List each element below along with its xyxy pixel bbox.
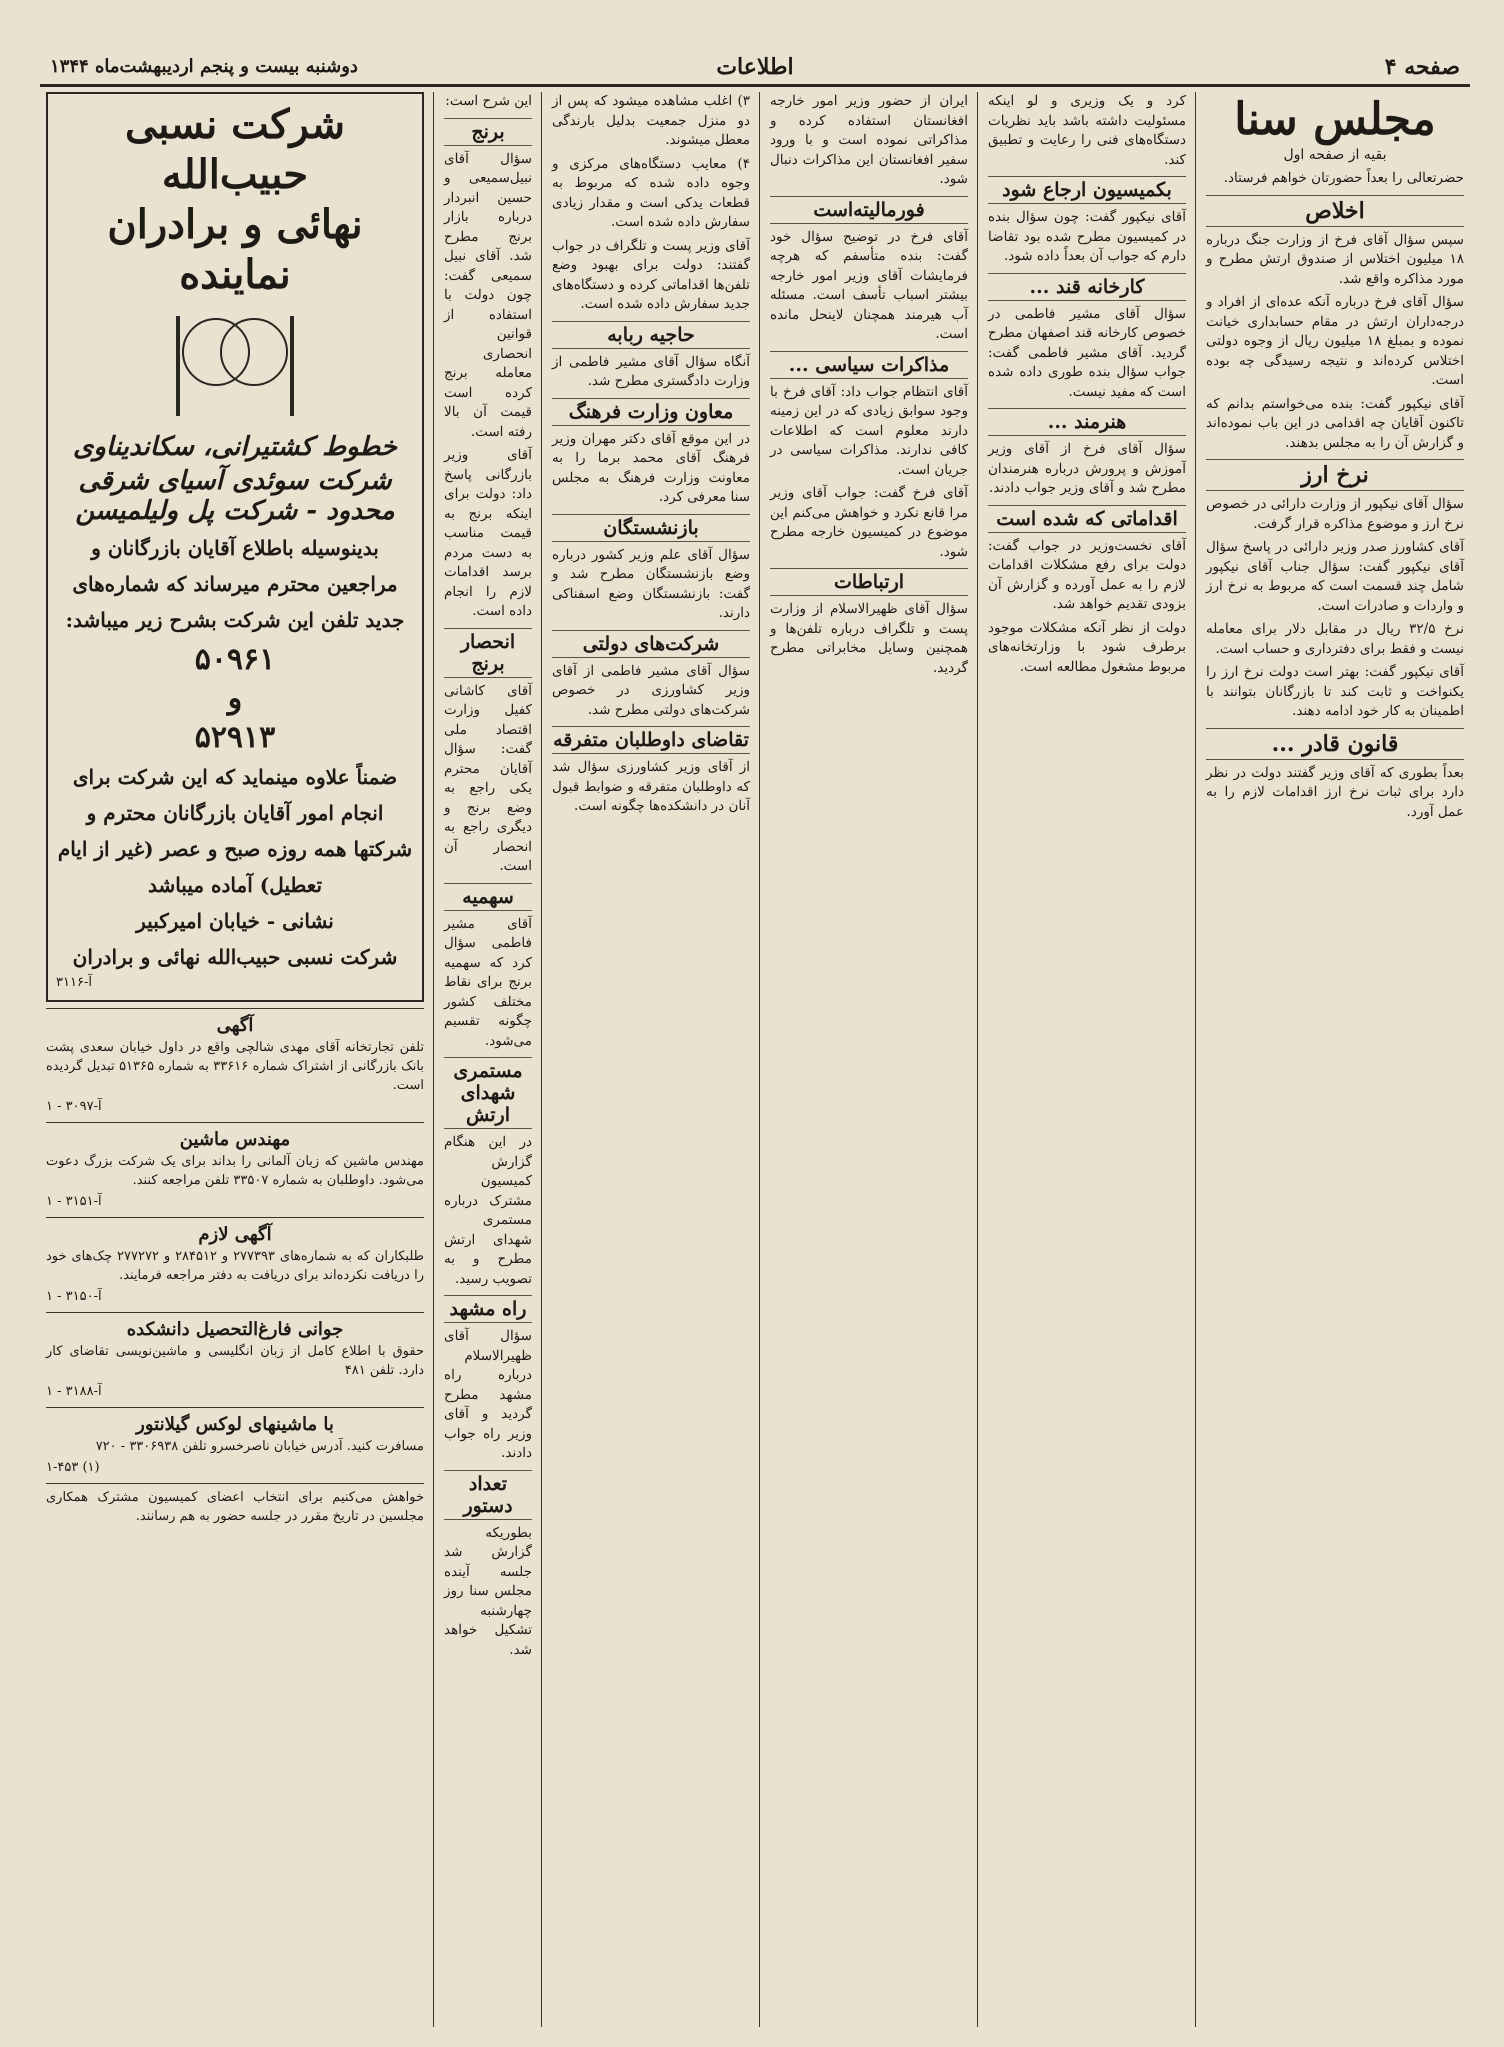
ad-script-line1: خطوط کشتیرانی، سکاندیناوی — [73, 432, 397, 462]
paragraph: سؤال آقای نبیل‌سمیعی و حسین انبردار درباره بازار برنج مطرح شد. آقای نبیل سمیعی گفت: چون دولت با استفاده از قوانین انحصاری معامله برنج کرده است قیمت آن بالا رفته است. — [444, 150, 532, 440]
conjunction: و — [227, 681, 243, 716]
section-heading: حاجیه ربابه — [552, 321, 750, 349]
column-divider — [1195, 92, 1196, 2027]
column-ads — [40, 92, 430, 2027]
paragraph: ۳) اغلب مشاهده میشود که پس از دو منزل جمعیت بدلیل بارندگی معطل میشوند. — [552, 93, 750, 148]
section-heading: تعداد دستور — [444, 1470, 532, 1520]
paragraph: این شرح است: — [445, 93, 532, 109]
classified-text: مسافرت کنید. آدرس خیابان ناصرخسرو تلفن ۳۳۰۶۹۳۸ - ۷۲۰ — [95, 1439, 424, 1454]
section-heading: اخلاص — [1206, 195, 1464, 227]
paragraph: سؤال آقای ظهیرالاسلام از وزارت پست و تلگراف درباره تلفن‌ها و همچنین وسایل مخابراتی مطرح گردید. — [770, 601, 968, 676]
classified-ad — [46, 1483, 424, 1534]
classified-ad — [46, 1312, 424, 1407]
ad-code: آ-۳۱۱۶ — [56, 975, 92, 990]
paragraph: آقای کشاورز صدر وزیر دارائی در پاسخ سؤال آقای نیکپور گفت: سؤال جناب آقای نیکپور شامل چند قسمت است که مربوط به نرخ ارز و واردات و صادرات است. — [1206, 539, 1464, 614]
section-heading: انحصار برنج — [444, 628, 532, 678]
phone-number: ۵۰۹۶۱ — [194, 642, 276, 677]
classified-ad — [46, 1122, 424, 1217]
paragraph: ۴) معایب دستگاه‌های مرکزی و وجوه داده شده که مربوط به قطعات یدکی است و مقدار زیادی سفارش داده شده است. — [552, 155, 750, 230]
classified-text: مهندس ماشین که زبان آلمانی را بداند برای یک شرکت بزرگ دعوت می‌شود. داوطلبان به شماره ۳۳۵۰۷ تلفن مراجعه کنند. — [46, 1154, 424, 1188]
column-divider — [433, 92, 434, 2027]
section-heading: شرکت‌های دولتی — [552, 630, 750, 658]
paragraph: آقای نخست‌وزیر در جواب گفت: دولت برای رفع مشکلات اقدامات لازم را به عمل آورده و گزارش آن بزودی تقدیم خواهد شد. — [988, 537, 1186, 612]
newspaper-name: اطلاعات — [716, 54, 794, 80]
paragraph: آقای کاشانی کفیل وزارت اقتصاد ملی گفت: سؤال آقایان محترم یکی راجع به وضع برنج و دیگری راجع به انحصار آن است. — [444, 682, 532, 874]
small-ads-grid — [46, 1008, 424, 1534]
paragraph: سؤال آقای مشیر فاطمی از آقای وزیر کشاورزی در خصوص شرکت‌های دولتی مطرح شد. — [552, 662, 750, 718]
section-heading: مذاکرات سیاسی ... — [770, 351, 968, 379]
section-heading: قانون قادر ... — [1206, 728, 1464, 760]
classified-title: جوانی فارغ‌التحصیل دانشکده — [126, 1319, 344, 1340]
ad-hours: ضمناً علاوه مینماید که این شرکت برای انجام امور آقایان بازرگانان محترم و شرکتها همه روزه صبح و عصر (غیر از ایام تعطیل) آماده میباشد — [57, 765, 413, 897]
article-title: مجلس سنا — [1234, 94, 1436, 145]
page-header — [40, 50, 1470, 87]
classified-ad — [46, 1008, 424, 1122]
flag-icon — [182, 318, 250, 386]
classified-text: خواهش می‌کنیم برای انتخاب اعضای کمیسیون مشترک همکاری مجلسین در تاریخ مقرر در جلسه حضور به هم رسانند. — [46, 1490, 424, 1524]
paragraph: کرد و یک وزیری و لو اینکه مسئولیت داشته باشد باید نظریات دستگاه‌های فنی را رعایت و تطبیق کند. — [988, 93, 1186, 168]
column-divider — [977, 92, 978, 2027]
paragraph: سؤال آقای علم وزیر کشور درباره وضع بازنشستگان مطرح شد و گفت: بازنشستگان وضع اسفناکی دارند. — [552, 546, 750, 621]
paragraph: از آقای وزیر کشاورزی سؤال شد که داوطلبان متفرقه و ضوابط قبول آنان در دانشکده‌ها چگونه است. — [552, 759, 750, 814]
paragraph: در این هنگام گزارش کمیسیون مشترک درباره مستمری شهدای ارتش مطرح و به تصویب رسید. — [444, 1134, 532, 1287]
paragraph: سپس سؤال آقای فرخ از وزارت جنگ درباره ۱۸ میلیون اختلاس از صندوق ارتش مطرح و مورد مذاکره واقع شد. — [1206, 231, 1464, 287]
section-heading: ارتباطات — [770, 568, 968, 596]
paragraph: نرخ ۳۲/۵ ریال در مقابل دلار برای معامله نیست و فقط برای دفترداری و حساب است. — [1206, 621, 1464, 657]
flag-pole-icon — [290, 316, 294, 416]
ad-title-line1: شرکت نسبی حبیب‌الله — [124, 101, 346, 198]
ad-title-line2: نهائی و برادران نماینده — [107, 201, 363, 298]
paragraph: آقای وزیر بازرگانی پاسخ داد: دولت برای اینکه برنج به قیمت مناسب به دست مردم برسد اقدامات لازم را انجام داده است. — [444, 447, 532, 619]
section-heading: برنج — [444, 118, 532, 146]
paragraph: بطوریکه گزارش شد جلسه آینده مجلس سنا روز چهارشنبه تشکیل خواهد شد. — [444, 1524, 532, 1658]
paragraph: ایران از حضور وزیر امور خارجه افغانستان استفاده کرده و مذاکراتی نموده است و با ورود سفیر افغانستان این مذاکرات دنبال شود. — [770, 93, 968, 187]
article-subtitle: بقیه از صفحه اول — [1283, 147, 1387, 163]
ad-script-line2: شرکت سوئدی آسیای شرقی محدود - شرکت پل ولیلمیسن — [75, 466, 395, 526]
page-number: صفحه ۴ — [1384, 54, 1460, 80]
paragraph: سؤال آقای فرخ از آقای وزیر آموزش و پرورش درباره هنرمندان مطرح شد و آقای وزیر جواب دادند. — [988, 441, 1186, 496]
section-heading: معاون وزارت فرهنگ — [552, 398, 750, 426]
shipping-flags-logo — [56, 306, 414, 426]
classified-ad — [46, 1217, 424, 1312]
paragraph: آنگاه سؤال آقای مشیر فاطمی از وزارت دادگستری مطرح شد. — [552, 353, 750, 389]
paragraph: سؤال آقای فرخ درباره آنکه عده‌ای از افراد و درجه‌داران ارتش در مقام حسابداری خیانت نموده و بمبلغ ۱۸ میلیون ریال از وجوه دولتی اختلاس کرده‌اند و نتیجه رسیدگی چه بوده است. — [1206, 294, 1464, 388]
section-heading: نرخ ارز — [1206, 459, 1464, 491]
paragraph: آقای نیکپور گفت: چون سؤال بنده در کمیسیون مطرح شده بود تقاضا دارم که جواب آن بعداً داده شود. — [988, 209, 1186, 264]
classified-code: ۱-۴۵۳ (۱) — [46, 1460, 100, 1475]
classified-title: آگهی لازم — [198, 1224, 272, 1245]
column-5 — [438, 92, 538, 2027]
section-heading: کارخانه قند ... — [988, 273, 1186, 301]
column-3 — [764, 92, 974, 2027]
paragraph: سؤال آقای مشیر فاطمی در خصوص کارخانه قند اصفهان مطرح گردید. آقای مشیر فاطمی گفت: جواب سؤال بنده طوری داده شده است که مفید نیست. — [988, 305, 1186, 400]
classified-text: طلبکاران که به شماره‌های ۲۷۷۳۹۳ و ۲۸۴۵۱۲ و ۲۷۷۲۷۲ چک‌های خود را دریافت نکرده‌اند برای دریافت به دفتر مراجعه فرمایند. — [46, 1249, 424, 1283]
section-heading: تقاضای داوطلبان متفرقه — [552, 726, 750, 754]
classified-ad — [46, 1407, 424, 1483]
phone-number: ۵۲۹۱۳ — [194, 720, 276, 755]
paragraph: آقای فرخ در توضیح سؤال خود گفت: بنده متأسفم که هرچه فرمایشات آقای وزیر امور خارجه بیشتر اسباب تأسف است. مسئله آب هیرمند همچنان لاینحل مانده است. — [770, 228, 968, 342]
section-heading: سهمیه — [444, 883, 532, 911]
section-heading: اقداماتی که شده است — [988, 505, 1186, 533]
paragraph: آقای مشیر فاطمی سؤال کرد که سهمیه برنج برای نقاط مختلف کشور چگونه تقسیم می‌شود. — [444, 915, 532, 1049]
paragraph: بعداً بطوری که آقای وزیر گفتند دولت در نظر دارد برای ثبات نرخ ارز اقدامات لازم را به عمل آورد. — [1206, 764, 1464, 820]
classified-code: آ-۳۰۹۷ - ۱ — [46, 1099, 102, 1114]
classified-title: آگهی — [216, 1015, 254, 1036]
ad-company: شرکت نسبی حبیب‌الله نهائی و برادران — [72, 945, 398, 969]
column-senate — [1200, 92, 1470, 2027]
section-heading: هنرمند ... — [988, 408, 1186, 436]
column-2 — [982, 92, 1192, 2027]
company-advertisement — [46, 92, 424, 1002]
classified-code: آ-۳۱۵۰ - ۱ — [46, 1289, 102, 1304]
paragraph: سؤال آقای ظهیرالاسلام درباره راه مشهد مطرح گردید و آقای وزیر راه جواب دادند. — [444, 1328, 532, 1461]
column-divider — [759, 92, 760, 2027]
classified-code: آ-۳۱۸۸ - ۱ — [46, 1384, 102, 1399]
classified-code: آ-۳۱۵۱ - ۱ — [46, 1194, 102, 1209]
classified-text: تلفن تجارتخانه آقای مهدی شالچی واقع در داول خیابان سعدی پشت بانک بازرگانی از اشتراک شماره ۳۳۶۱۶ به شماره ۵۱۳۶۵ تبدیل گردیده است. — [46, 1040, 424, 1093]
paragraph: در این موقع آقای دکتر مهران وزیر فرهنگ آقای محمد برما را به معاونت وزارت فرهنگ به مجلس سنا معرفی کرد. — [552, 430, 750, 505]
issue-date: دوشنبه بیست و پنجم اردیبهشت‌ماه ۱۳۴۴ — [50, 56, 358, 77]
paragraph: آقای نیکپور گفت: بنده می‌خواستم بدانم که تاکنون آقایان چه اقدامی در این باب نموده‌اند و گزارش آن را به مجلس بدهند. — [1206, 395, 1464, 451]
section-heading: فورمالیته‌است — [770, 196, 968, 224]
section-heading: بازنشستگان — [552, 514, 750, 542]
paragraph: دولت از نظر آنکه مشکلات موجود برطرف شود با وزارتخانه‌های مربوط مشغول مطالعه است. — [988, 619, 1186, 675]
ad-announcement: بدینوسیله باطلاع آقایان بازرگانان و مراجعین محترم میرساند که شماره‌های جدید تلفن این شرکت بشرح زیر میباشد: — [65, 536, 405, 632]
classified-title: با ماشینهای لوکس گیلانتور — [136, 1414, 334, 1435]
paragraph: آقای وزیر پست و تلگراف در جواب گفتند: دولت برای بهبود وضع تلفن‌ها اقداماتی کرده و دستگاه‌های جدید سفارش داده شده است. — [552, 237, 750, 312]
paragraph: آقای انتظام جواب داد: آقای فرخ با وجود سوابق زیادی که در این زمینه دارند معلوم است که اطلاعات کافی ندارند. مذاکرات سیاسی در جریان است. — [770, 383, 968, 478]
paragraph: آقای نیکپور گفت: بهتر است دولت نرخ ارز را یکنواخت و ثابت کند تا بازرگانان بتوانند با اطمینان به کار خود ادامه دهند. — [1206, 664, 1464, 719]
paragraph: حضرتعالی را بعداً حضورتان خواهم فرستاد. — [1223, 170, 1464, 186]
paragraph: آقای فرخ گفت: جواب آقای وزیر مرا قانع نکرد و خواهش می‌کنم این موضوع در کمیسیون خارجه مطرح شود. — [770, 485, 968, 560]
classified-title: مهندس ماشین — [179, 1129, 291, 1150]
flag-pole-icon — [176, 316, 180, 416]
section-heading: مستمری شهدای ارتش — [444, 1057, 532, 1129]
section-heading: بکمیسیون ارجاع شود — [988, 176, 1186, 204]
column-divider — [541, 92, 542, 2027]
paragraph: سؤال آقای نیکپور از وزارت دارائی در خصوص نرخ ارز و موضوع مذاکره قرار گرفت. — [1206, 496, 1464, 532]
classified-text: حقوق با اطلاع کامل از زبان انگلیسی و ماشین‌نویسی تقاضای کار دارد. تلفن ۴۸۱ — [46, 1344, 424, 1378]
ad-address: نشانی - خیابان امیرکبیر — [136, 909, 334, 933]
column-4 — [546, 92, 756, 2027]
section-heading: راه مشهد — [444, 1295, 532, 1323]
small-ads-column — [46, 1008, 424, 1534]
